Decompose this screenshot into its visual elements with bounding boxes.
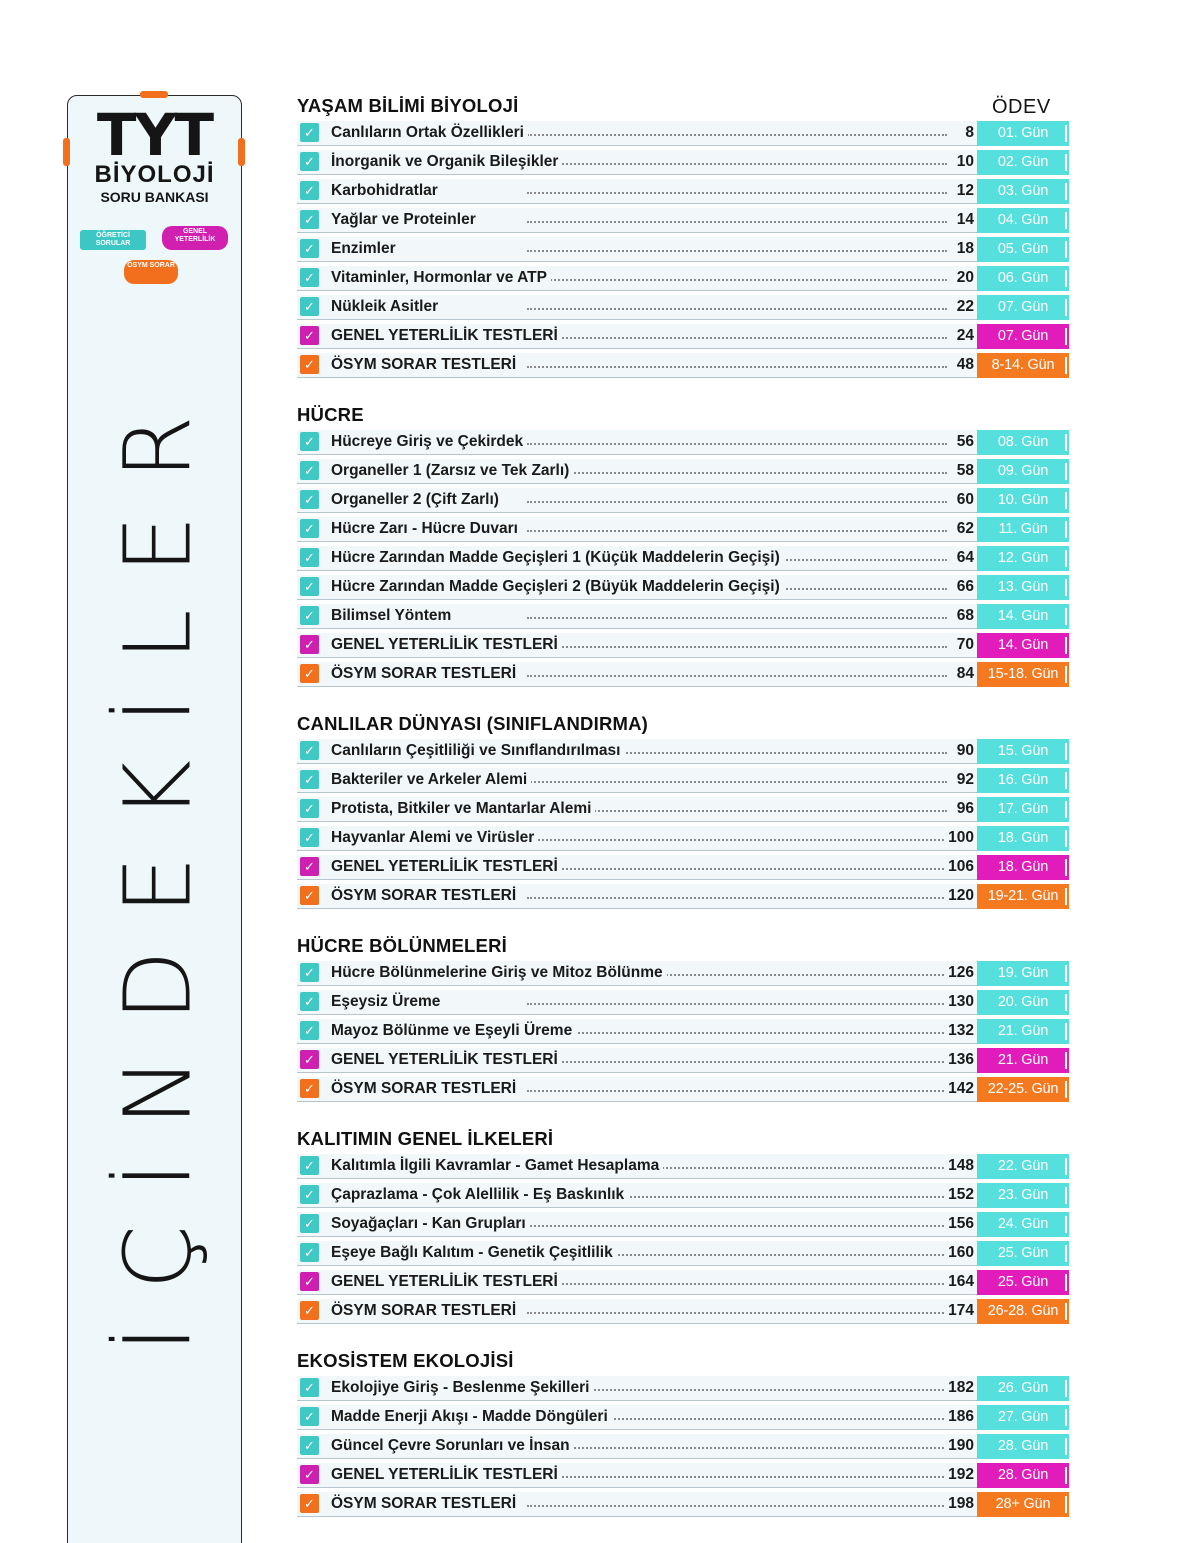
homework-day-badge: 28+ Gün xyxy=(977,1492,1069,1517)
dot-leader xyxy=(527,646,947,648)
contents-row[interactable] xyxy=(297,352,1072,381)
row-title: Mayoz Bölünme ve Eşeyli Üreme xyxy=(331,1022,576,1040)
contents-section xyxy=(297,713,1072,935)
page-number: 66 xyxy=(953,578,974,596)
row-title: Nükleik Asitler xyxy=(331,298,442,316)
contents-row[interactable] xyxy=(297,1153,1072,1182)
checkbox-icon[interactable]: ✓ xyxy=(300,1243,319,1262)
row-title: Hücre Bölünmelerine Giriş ve Mitoz Bölünme xyxy=(331,964,667,982)
page-number: 92 xyxy=(953,771,974,789)
row-title: ÖSYM SORAR TESTLERİ xyxy=(331,1302,520,1320)
page-number: 56 xyxy=(953,433,974,451)
section-title: YAŞAM BİLİMİ BİYOLOJİ xyxy=(297,95,519,116)
homework-day-badge: 15-18. Gün xyxy=(977,662,1069,687)
checkbox-icon[interactable]: ✓ xyxy=(300,355,319,374)
row-title: Bakteriler ve Arkeler Alemi xyxy=(331,771,531,789)
dot-leader xyxy=(527,1003,947,1005)
row-title: ÖSYM SORAR TESTLERİ xyxy=(331,665,520,683)
contents-row[interactable] xyxy=(297,236,1072,265)
checkbox-icon[interactable]: ✓ xyxy=(300,268,319,287)
page-number: 100 xyxy=(944,829,974,847)
page-number: 126 xyxy=(944,964,974,982)
dot-leader xyxy=(527,1032,947,1034)
contents-row[interactable] xyxy=(297,323,1072,352)
row-title: Kalıtımla İlgili Kavramlar - Gamet Hesaplama xyxy=(331,1157,663,1175)
dot-leader xyxy=(527,279,947,281)
section-title: HÜCRE xyxy=(297,404,364,425)
row-title: Eşeye Bağlı Kalıtım - Genetik Çeşitlilik xyxy=(331,1244,617,1262)
row-title: Canlıların Ortak Özellikleri xyxy=(331,124,528,142)
contents-title: İÇİNDEKİLER xyxy=(104,379,212,1353)
checkbox-icon[interactable]: ✓ xyxy=(300,1185,319,1204)
contents-section xyxy=(297,1128,1072,1350)
dot-leader xyxy=(527,1312,947,1314)
page-number: 174 xyxy=(944,1302,974,1320)
page-number: 20 xyxy=(953,269,974,287)
page-number: 84 xyxy=(953,665,974,683)
page-number: 160 xyxy=(944,1244,974,1262)
contents-row[interactable] xyxy=(297,149,1072,178)
page-number: 182 xyxy=(944,1379,974,1397)
checkbox-icon[interactable]: ✓ xyxy=(300,857,319,876)
row-title: ÖSYM SORAR TESTLERİ xyxy=(331,1080,520,1098)
row-title: ÖSYM SORAR TESTLERİ xyxy=(331,887,520,905)
contents-row[interactable] xyxy=(297,1269,1072,1298)
page-number: 12 xyxy=(953,182,974,200)
dot-leader xyxy=(527,134,947,136)
homework-day-badge: 18. Gün xyxy=(977,855,1069,880)
section-title: CANLILAR DÜNYASI (SINIFLANDIRMA) xyxy=(297,713,649,734)
contents-row[interactable] xyxy=(297,545,1072,574)
page-number: 24 xyxy=(953,327,974,345)
row-title: Organeller 1 (Zarsız ve Tek Zarlı) xyxy=(331,462,573,480)
contents-row[interactable] xyxy=(297,207,1072,236)
logo-type: SORU BANKASI xyxy=(100,189,209,205)
dot-leader xyxy=(527,868,947,870)
contents-row[interactable] xyxy=(297,1047,1072,1076)
contents-section xyxy=(297,1350,1072,1520)
section-spacer xyxy=(297,912,1072,935)
homework-day-badge: 08. Gün xyxy=(977,430,1069,455)
dot-leader xyxy=(527,530,947,532)
page-number: 130 xyxy=(944,993,974,1011)
row-title: Eşeysiz Üreme xyxy=(331,993,444,1011)
homework-day-badge: 15. Gün xyxy=(977,739,1069,764)
checkbox-icon[interactable]: ✓ xyxy=(300,239,319,258)
contents-row[interactable] xyxy=(297,516,1072,545)
contents-row[interactable] xyxy=(297,1018,1072,1047)
homework-day-badge: 09. Gün xyxy=(977,459,1069,484)
row-title: Yağlar ve Proteinler xyxy=(331,211,480,229)
homework-day-badge: 07. Gün xyxy=(977,324,1069,349)
badge-genel: GENEL YETERLİLİK xyxy=(162,226,228,250)
checkbox-icon[interactable]: ✓ xyxy=(300,1214,319,1233)
homework-day-badge: 22-25. Gün xyxy=(977,1077,1069,1102)
page-number: 186 xyxy=(944,1408,974,1426)
checkbox-icon[interactable]: ✓ xyxy=(300,297,319,316)
page-number: 132 xyxy=(944,1022,974,1040)
checkbox-icon[interactable]: ✓ xyxy=(300,886,319,905)
homework-day-badge: 23. Gün xyxy=(977,1183,1069,1208)
row-title: Güncel Çevre Sorunları ve İnsan xyxy=(331,1437,574,1455)
page-number: 62 xyxy=(953,520,974,538)
contents-row[interactable] xyxy=(297,825,1072,854)
logo-badges xyxy=(80,226,230,290)
row-title: Madde Enerji Akışı - Madde Döngüleri xyxy=(331,1408,612,1426)
homework-day-badge: 20. Gün xyxy=(977,990,1069,1015)
homework-day-badge: 06. Gün xyxy=(977,266,1069,291)
section-spacer xyxy=(297,381,1072,404)
dot-leader xyxy=(527,221,947,223)
homework-day-badge: 14. Gün xyxy=(977,604,1069,629)
dot-leader xyxy=(527,163,947,165)
homework-day-badge: 05. Gün xyxy=(977,237,1069,262)
contents-row[interactable] xyxy=(297,1211,1072,1240)
page-number: 64 xyxy=(953,549,974,567)
checkbox-icon[interactable]: ✓ xyxy=(300,606,319,625)
row-title: Bilimsel Yöntem xyxy=(331,607,455,625)
contents-row[interactable] xyxy=(297,1298,1072,1327)
contents-row[interactable] xyxy=(297,120,1072,149)
homework-day-badge: 21. Gün xyxy=(977,1048,1069,1073)
row-title: Protista, Bitkiler ve Mantarlar Alemi xyxy=(331,800,595,818)
page-number: 8 xyxy=(961,124,974,142)
contents-row[interactable] xyxy=(297,1433,1072,1462)
row-title: Canlıların Çeşitliliği ve Sınıflandırılması xyxy=(331,742,624,760)
dot-leader xyxy=(527,1061,947,1063)
contents-row[interactable] xyxy=(297,265,1072,294)
contents-row[interactable] xyxy=(297,178,1072,207)
row-title: Organeller 2 (Çift Zarlı) xyxy=(331,491,503,509)
row-title: ÖSYM SORAR TESTLERİ xyxy=(331,356,520,374)
checkbox-icon[interactable]: ✓ xyxy=(300,664,319,683)
row-title: Hücre Zarından Madde Geçişleri 1 (Küçük Maddelerin Geçişi) xyxy=(331,549,784,567)
checkbox-icon[interactable]: ✓ xyxy=(300,828,319,847)
dot-leader xyxy=(527,675,947,677)
contents-row[interactable] xyxy=(297,574,1072,603)
row-title: Soyağaçları - Kan Grupları xyxy=(331,1215,530,1233)
dot-leader xyxy=(527,192,947,194)
dot-leader xyxy=(527,1447,947,1449)
contents-row[interactable] xyxy=(297,487,1072,516)
homework-column-header: ÖDEV xyxy=(992,96,1051,118)
homework-day-badge: 03. Gün xyxy=(977,179,1069,204)
page-number: 90 xyxy=(953,742,974,760)
dot-leader xyxy=(527,781,947,783)
checkbox-icon[interactable]: ✓ xyxy=(300,635,319,654)
book-logo xyxy=(67,101,242,206)
page-number: 136 xyxy=(944,1051,974,1069)
checkbox-icon[interactable]: ✓ xyxy=(300,432,319,451)
page-number: 190 xyxy=(944,1437,974,1455)
row-title: Karbohidratlar xyxy=(331,182,442,200)
page-number: 96 xyxy=(953,800,974,818)
dot-leader xyxy=(527,472,947,474)
contents-row[interactable] xyxy=(297,603,1072,632)
row-title: ÖSYM SORAR TESTLERİ xyxy=(331,1495,520,1513)
contents-row[interactable] xyxy=(297,796,1072,825)
checkbox-icon[interactable]: ✓ xyxy=(300,992,319,1011)
row-title: Çaprazlama - Çok Alellilik - Eş Baskınlık xyxy=(331,1186,628,1204)
homework-day-badge: 28. Gün xyxy=(977,1434,1069,1459)
homework-day-badge: 24. Gün xyxy=(977,1212,1069,1237)
contents-row[interactable] xyxy=(297,1375,1072,1404)
contents-row[interactable] xyxy=(297,1491,1072,1520)
row-title: GENEL YETERLİLİK TESTLERİ xyxy=(331,327,562,345)
contents-row[interactable] xyxy=(297,1404,1072,1433)
homework-day-badge: 12. Gün xyxy=(977,546,1069,571)
dot-leader xyxy=(527,1283,947,1285)
dot-leader xyxy=(527,1225,947,1227)
section-title: KALITIMIN GENEL İLKELERİ xyxy=(297,1128,554,1149)
page-number: 68 xyxy=(953,607,974,625)
checkbox-icon[interactable]: ✓ xyxy=(300,461,319,480)
contents-list xyxy=(297,95,1072,1520)
checkbox-icon[interactable]: ✓ xyxy=(300,548,319,567)
dot-leader xyxy=(527,1090,947,1092)
homework-day-badge: 13. Gün xyxy=(977,575,1069,600)
contents-row[interactable] xyxy=(297,1182,1072,1211)
contents-row[interactable] xyxy=(297,767,1072,796)
page-number: 14 xyxy=(953,211,974,229)
homework-day-badge: 25. Gün xyxy=(977,1270,1069,1295)
homework-day-badge: 8-14. Gün xyxy=(977,353,1069,378)
contents-row[interactable] xyxy=(297,661,1072,690)
checkbox-icon[interactable]: ✓ xyxy=(300,1021,319,1040)
checkbox-icon[interactable]: ✓ xyxy=(300,1407,319,1426)
checkbox-icon[interactable]: ✓ xyxy=(300,181,319,200)
section-spacer xyxy=(297,690,1072,713)
page-number: 198 xyxy=(944,1495,974,1513)
checkbox-icon[interactable]: ✓ xyxy=(300,741,319,760)
logo-subject: BİYOLOJİ xyxy=(94,161,215,188)
row-title: GENEL YETERLİLİK TESTLERİ xyxy=(331,1466,562,1484)
page-number: 22 xyxy=(953,298,974,316)
contents-row[interactable] xyxy=(297,429,1072,458)
checkbox-icon[interactable]: ✓ xyxy=(300,1494,319,1513)
row-title: Hayvanlar Alemi ve Virüsler xyxy=(331,829,538,847)
contents-row[interactable] xyxy=(297,989,1072,1018)
page-number: 120 xyxy=(944,887,974,905)
contents-row[interactable] xyxy=(297,854,1072,883)
section-spacer xyxy=(297,1105,1072,1128)
dot-leader xyxy=(527,250,947,252)
checkbox-icon[interactable]: ✓ xyxy=(300,770,319,789)
contents-row[interactable] xyxy=(297,1240,1072,1269)
homework-day-badge: 10. Gün xyxy=(977,488,1069,513)
contents-section xyxy=(297,404,1072,713)
homework-day-badge: 01. Gün xyxy=(977,121,1069,146)
dot-leader xyxy=(527,1505,947,1507)
homework-day-badge: 07. Gün xyxy=(977,295,1069,320)
contents-row[interactable] xyxy=(297,1076,1072,1105)
page-number: 10 xyxy=(953,153,974,171)
checkbox-icon[interactable]: ✓ xyxy=(300,1156,319,1175)
checkbox-icon[interactable]: ✓ xyxy=(300,577,319,596)
contents-row[interactable] xyxy=(297,1462,1072,1491)
checkbox-icon[interactable]: ✓ xyxy=(300,799,319,818)
homework-day-badge: 26-28. Gün xyxy=(977,1299,1069,1324)
page-number: 142 xyxy=(944,1080,974,1098)
dot-leader xyxy=(527,308,947,310)
checkbox-icon[interactable]: ✓ xyxy=(300,210,319,229)
checkbox-icon[interactable]: ✓ xyxy=(300,1301,319,1320)
page-number: 48 xyxy=(953,356,974,374)
badge-ogretici: ÖĞRETİCİ SORULAR xyxy=(80,230,146,250)
dot-leader xyxy=(527,897,947,899)
contents-section xyxy=(297,95,1072,404)
homework-day-badge: 17. Gün xyxy=(977,797,1069,822)
homework-day-badge: 14. Gün xyxy=(977,633,1069,658)
checkbox-icon[interactable]: ✓ xyxy=(300,1378,319,1397)
homework-day-badge: 28. Gün xyxy=(977,1463,1069,1488)
dot-leader xyxy=(527,501,947,503)
contents-row[interactable] xyxy=(297,738,1072,767)
row-title: GENEL YETERLİLİK TESTLERİ xyxy=(331,858,562,876)
homework-day-badge: 22. Gün xyxy=(977,1154,1069,1179)
homework-day-badge: 25. Gün xyxy=(977,1241,1069,1266)
dot-leader xyxy=(527,337,947,339)
dot-leader xyxy=(527,366,947,368)
checkbox-icon[interactable]: ✓ xyxy=(300,152,319,171)
checkbox-icon[interactable]: ✓ xyxy=(300,1436,319,1455)
contents-row[interactable] xyxy=(297,960,1072,989)
section-title: HÜCRE BÖLÜNMELERİ xyxy=(297,935,507,956)
contents-row[interactable] xyxy=(297,883,1072,912)
checkbox-icon[interactable]: ✓ xyxy=(300,123,319,142)
checkbox-icon[interactable]: ✓ xyxy=(300,963,319,982)
row-title: GENEL YETERLİLİK TESTLERİ xyxy=(331,1051,562,1069)
page-number: 106 xyxy=(944,858,974,876)
contents-row[interactable] xyxy=(297,294,1072,323)
dot-leader xyxy=(527,1476,947,1478)
homework-day-badge: 27. Gün xyxy=(977,1405,1069,1430)
page-number: 70 xyxy=(953,636,974,654)
contents-section xyxy=(297,935,1072,1128)
row-title: Hücre Zarı - Hücre Duvarı xyxy=(331,520,522,538)
homework-day-badge: 18. Gün xyxy=(977,826,1069,851)
row-title: Ekolojiye Giriş - Beslenme Şekilleri xyxy=(331,1379,593,1397)
homework-day-badge: 16. Gün xyxy=(977,768,1069,793)
homework-day-badge: 19. Gün xyxy=(977,961,1069,986)
homework-day-badge: 26. Gün xyxy=(977,1376,1069,1401)
row-title: GENEL YETERLİLİK TESTLERİ xyxy=(331,636,562,654)
contents-row[interactable] xyxy=(297,458,1072,487)
section-title: EKOSİSTEM EKOLOJİSİ xyxy=(297,1350,514,1371)
page-number: 60 xyxy=(953,491,974,509)
checkbox-icon[interactable]: ✓ xyxy=(300,1050,319,1069)
dot-leader xyxy=(527,617,947,619)
checkbox-icon[interactable]: ✓ xyxy=(300,519,319,538)
row-title: GENEL YETERLİLİK TESTLERİ xyxy=(331,1273,562,1291)
checkbox-icon[interactable]: ✓ xyxy=(300,1272,319,1291)
checkbox-icon[interactable]: ✓ xyxy=(300,326,319,345)
row-title: Hücreye Giriş ve Çekirdek xyxy=(331,433,527,451)
row-title: Vitaminler, Hormonlar ve ATP xyxy=(331,269,551,287)
homework-day-badge: 11. Gün xyxy=(977,517,1069,542)
page-number: 192 xyxy=(944,1466,974,1484)
page-number: 156 xyxy=(944,1215,974,1233)
page-number: 164 xyxy=(944,1273,974,1291)
row-title: Enzimler xyxy=(331,240,400,258)
badge-osym: ÖSYM SORAR xyxy=(124,260,178,284)
row-title: İnorganik ve Organik Bileşikler xyxy=(331,153,562,171)
page-number: 152 xyxy=(944,1186,974,1204)
contents-row[interactable] xyxy=(297,632,1072,661)
homework-day-badge: 19-21. Gün xyxy=(977,884,1069,909)
homework-day-badge: 21. Gün xyxy=(977,1019,1069,1044)
checkbox-icon[interactable]: ✓ xyxy=(300,1079,319,1098)
homework-day-badge: 02. Gün xyxy=(977,150,1069,175)
page-number: 58 xyxy=(953,462,974,480)
row-title: Hücre Zarından Madde Geçişleri 2 (Büyük Maddelerin Geçişi) xyxy=(331,578,784,596)
binder-tab-top xyxy=(140,91,168,98)
logo-tyt: TYT xyxy=(96,101,213,169)
section-spacer xyxy=(297,1327,1072,1350)
page-number: 18 xyxy=(953,240,974,258)
page-number: 148 xyxy=(944,1157,974,1175)
dot-leader xyxy=(527,839,947,841)
homework-day-badge: 04. Gün xyxy=(977,208,1069,233)
checkbox-icon[interactable]: ✓ xyxy=(300,490,319,509)
dot-leader xyxy=(527,443,947,445)
checkbox-icon[interactable]: ✓ xyxy=(300,1465,319,1484)
